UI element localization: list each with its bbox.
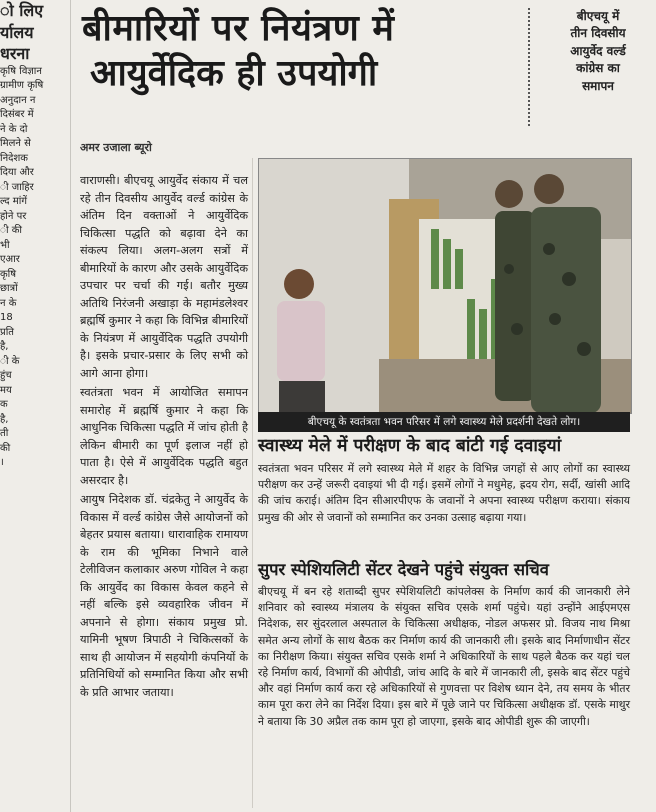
byline: अमर उजाला ब्यूरो [80,141,152,154]
strip-line: धरना [0,44,30,64]
headline [82,6,522,96]
strip-line: है, [0,341,9,353]
column-rule [252,158,253,808]
summary-line: बीएचयू में [576,9,620,23]
column-divider [70,0,71,812]
body-paragraph: वाराणसी। बीएचयू आयुर्वेद संकाय में चल रहे तीन दिवसीय आयुर्वेद वर्ल्ड कांग्रेस के अंतिम दिन वक्ताओं ने आयुर्वेदिक चिकित्सा पद्धति को बढ़ावा देने का संकल्प लिया। अलग-अलग सत्रों में बीमारियों के कारण और उसके आयुर्वेदिक उपचार पर चर्चा की गई। बतौर मुख्य अतिथि निरंजनी अखाड़ा के महामंडलेश्वर ब्रह्मर्षि कुमार ने कहा कि विभिन्न बीमारियों के नियंत्रण में आयुर्वेदिक पद्धति उपयोगी है। इसके प्रचार-प्रसार के लिए सभी को आगे आना होगा। [80,174,248,380]
strip-line: ल्द मांगें [0,196,27,208]
photo-caption: बीएचयू के स्वतंत्रता भवन परिसर में लगे स्वास्थ्य मेले प्रदर्शनी देखते लोग। [258,412,630,432]
strip-line: दिसंबर में [0,109,34,121]
strip-line: कृषि विज्ञान [0,65,42,77]
strip-line: र्यालय [0,22,34,42]
strip-line: है, [0,413,9,425]
headline-line-1: बीमारियों पर नियंत्रण में [82,8,395,49]
strip-line: निदेशक [0,152,28,164]
strip-line: क [0,399,8,411]
strip-line: न के [0,297,17,309]
strip-line: छात्रों [0,283,18,295]
strip-line: ी जाहिर [0,181,34,193]
strip-line: ती [0,428,9,440]
headline-line-2: आयुर्वेदिक ही उपयोगी [90,53,378,94]
adjacent-article-strip [0,0,66,812]
section-heading: सुपर स्पेशियलिटी सेंटर देखने पहुंचे संयुक्त सचिव [258,560,549,579]
strip-line: ग्रामीण कृषि [0,80,44,92]
summary-box [528,8,656,126]
summary-line: आयुर्वेद वर्ल्ड [570,43,626,58]
strip-line: ी के [0,355,20,367]
summary-line: समापन [582,78,614,93]
strip-line: । [0,457,4,469]
strip-line: होने पर [0,210,27,222]
photo-illustration [259,159,631,413]
section-heading: स्वास्थ्य मेले में परीक्षण के बाद बांटी गई दवाइयां [258,436,562,456]
strip-line: ो लिए [0,1,44,20]
strip-line: 18 [0,312,13,324]
strip-line: हुंच [0,370,12,382]
strip-line: ने के दो [0,123,28,135]
summary-line: कांग्रेस का [576,61,620,76]
strip-line: प्रति [0,326,14,338]
section-text: बीएचयू में बन रहे शताब्दी सुपर स्पेशियलिटी कांपलेक्स के निर्माण कार्य की जानकारी लेने शनिवार को स्वास्थ्य मंत्रालय के संयुक्त सचिव एसके शर्मा पहुंचे। यहां उन्होंने आईएमएस निदेशक, सर सुंदरलाल अस्पताल के चिकित्सा अधीक्षक, नोडल अफसर प्रो. विजय नाथ मिश्रा समेत अन्य लोगों के साथ बैठक कर निर्माण कार्य की जानकारी ली। इसके बाद निर्माणाधीन सेंटर का निरीक्षण किया। संयुक्त सचिव एसके शर्मा ने अधिकारियों के साथ पहले बैठक कर यहां चल रहे निर्माण कार्य, विभागों की ओपीडी, जांच आदि के बारे में जानकारी ली, इसके बाद सेंटर पहुंचे और वहां निर्माण कार्य करा रहे अधिकारियों से गुणवत्ता पर विशेष ध्यान देने, तय समय के भीतर काम पूरा करा लेने का निर्देश दिया। इस बारे में पूछे जाने पर चिकित्सा अधीक्षक डॉ. एसके माथुर ने बताया कि 30 अप्रैल तक काम पूरा हो जाएगा, इसके बाद ओपीडी शुरू की जाएगी। [258,585,630,728]
section-text: स्वतंत्रता भवन परिसर में लगे स्वास्थ्य मेले में शहर के विभिन्न जगहों से आए लोगों का स्वास्थ्य परीक्षण कर उन्हें जरूरी दवाइयां भी दी गई। इसमें लोगों ने मधुमेह, ह्रदय रोग, सर्दी, खांसी आदि की जांच कराई। अंतिम दिन सीआरपीएफ के जवानों ने अपना स्वास्थ्य परीक्षण कराया। संकाय प्रमुख की ओर से जवानों को सम्मानित कर उनका उत्साह बढ़ाया गया। [258,462,630,524]
body-paragraph: आयुष निदेशक डॉ. चंद्रकेतु ने आयुर्वेद के विकास में वर्ल्ड कांग्रेस जैसे आयोजनों को बेहतर प्रयास बताया। धारावाहिक रामायण के राम की भूमिका निभाने वाले टेलीविजन कलाकार अरुण गोविल ने कहा कि आयुर्वेद का विकास केवल कहने से नहीं बल्कि इसे व्यवहारिक जीवन में अपनाने से होगा। संकाय प्रमुख प्रो. यामिनी भूषण त्रिपाठी ने चिकित्सकों के साथ ही आयोजन में सहयोगी कंपनियों के प्रतिनिधियों को सम्मानित किया और सभी के प्रति आभार जताया। [80,493,248,699]
summary-line: तीन दिवसीय [570,26,626,41]
strip-line: मय [0,384,12,396]
article-body [80,172,248,703]
strip-line: की [0,442,11,454]
body-paragraph: स्वतंत्रता भवन में आयोजित समापन समारोह में ब्रह्मर्षि कुमार ने कहा कि आधुनिक चिकित्सा पद्धति में जांच होती है लेकिन बीमारी का पूर्ण इलाज नहीं हो पाता है। ऐसे में आयुर्वेदिक पद्धति बहुत असरदार है। [80,386,248,487]
strip-line: ी की [0,225,22,237]
strip-line: दिया और [0,167,34,179]
strip-line: अनुदान न [0,94,36,106]
strip-line: भी [0,239,10,251]
strip-line: मिलने से [0,138,31,150]
news-photo [258,158,632,414]
strip-line: कृषि [0,268,17,280]
strip-line: एआर [0,254,20,266]
